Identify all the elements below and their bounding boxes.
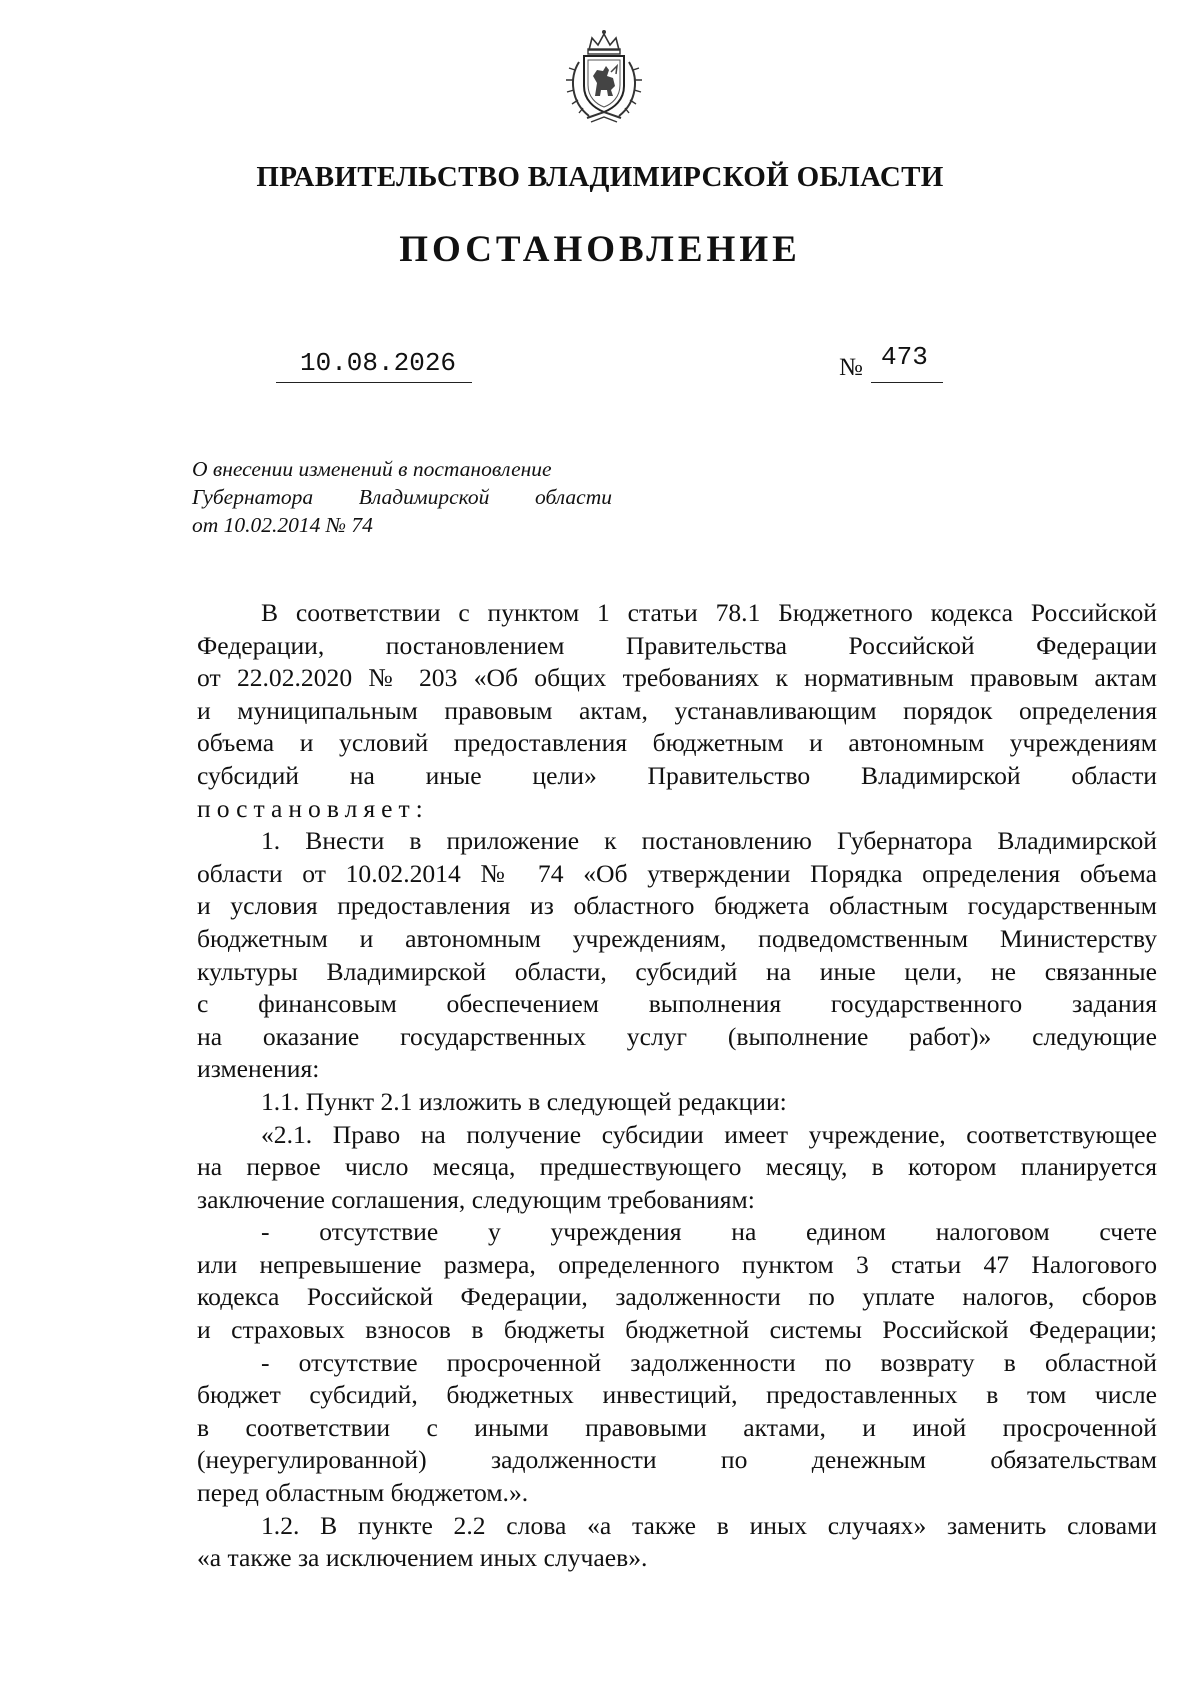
document-date: 10.08.2026 bbox=[300, 348, 457, 378]
body-line: и условия предоставления из областного бюджета областным государственным bbox=[197, 891, 1157, 921]
body-line: или непревышение размера, определенного пунктом 3 статьи 47 Налогового bbox=[197, 1249, 1157, 1279]
body-line: 1.2. В пункте 2.2 слова «а также в иных случаях» заменить словами bbox=[261, 1510, 1157, 1540]
body-line: «2.1. Право на получение субсидии имеет учреждение, соответствующее bbox=[261, 1119, 1157, 1149]
body-line: бюджетным и автономным учреждениям, подведомственным Министерству bbox=[197, 923, 1157, 953]
body-line: в соответствии с иными правовыми актами, и иной просроченной bbox=[197, 1412, 1157, 1442]
document-date-field bbox=[276, 346, 472, 383]
body-line: - отсутствие просроченной задолженности по возврату в областной bbox=[261, 1347, 1157, 1377]
body-line: субсидий на иные цели» Правительство Владимирской области bbox=[197, 760, 1157, 790]
body-line: на первое число месяца, предшествующего месяцу, в котором планируется bbox=[197, 1152, 1157, 1182]
body-line: объема и условий предоставления бюджетным и автономным учреждениям bbox=[197, 728, 1157, 758]
body-line: культуры Владимирской области, субсидий на иные цели, не связанные bbox=[197, 956, 1157, 986]
document-subject bbox=[192, 455, 612, 539]
subject-line: Губернатора Владимирской области bbox=[192, 485, 612, 509]
document-number-field bbox=[871, 342, 943, 383]
body-line-resolves: постановляет: bbox=[197, 793, 429, 823]
body-line: бюджет субсидий, бюджетных инвестиций, предоставленных в том числе bbox=[197, 1380, 1157, 1410]
coat-of-arms-icon bbox=[559, 28, 649, 126]
body-line: заключение соглашения, следующим требованиям: bbox=[197, 1184, 755, 1214]
body-line: и муниципальным правовым актам, устанавливающим порядок определения bbox=[197, 695, 1157, 725]
document-type-title: ПОСТАНОВЛЕНИЕ bbox=[399, 229, 801, 270]
body-line: перед областным бюджетом.». bbox=[197, 1478, 529, 1508]
body-line: - отсутствие у учреждения на едином налоговом счете bbox=[261, 1217, 1157, 1247]
subject-line: от 10.02.2014 № 74 bbox=[192, 513, 373, 537]
body-line: (неурегулированной) задолженности по денежным обязательствам bbox=[197, 1445, 1157, 1475]
document-body bbox=[197, 597, 1157, 1575]
body-line: от 22.02.2020 № 203 «Об общих требованиях к нормативным правовым актам bbox=[197, 663, 1157, 693]
issuing-authority: ПРАВИТЕЛЬСТВО ВЛАДИМИРСКОЙ ОБЛАСТИ bbox=[256, 161, 944, 193]
body-line: изменения: bbox=[197, 1054, 320, 1084]
body-line: Федерации, постановлением Правительства Российской Федерации bbox=[197, 630, 1157, 660]
subject-line: О внесении изменений в постановление bbox=[192, 457, 552, 481]
body-line: 1.1. Пункт 2.1 изложить в следующей редакции: bbox=[261, 1086, 787, 1116]
body-line: с финансовым обеспечением выполнения государственного задания bbox=[197, 989, 1157, 1019]
body-line: области от 10.02.2014 № 74 «Об утверждении Порядка определения объема bbox=[197, 858, 1157, 888]
body-line: «а также за исключением иных случаев». bbox=[197, 1543, 648, 1573]
body-line: В соответствии с пунктом 1 статьи 78.1 Бюджетного кодекса Российской bbox=[261, 598, 1157, 627]
body-line: кодекса Российской Федерации, задолженности по уплате налогов, сборов bbox=[197, 1282, 1157, 1312]
body-line: на оказание государственных услуг (выполнение работ)» следующие bbox=[197, 1021, 1157, 1051]
body-line: 1. Внести в приложение к постановлению Губернатора Владимирской bbox=[261, 826, 1157, 856]
document-number: 473 bbox=[881, 342, 928, 372]
number-sign: № bbox=[839, 354, 863, 381]
body-line: и страховых взносов в бюджеты бюджетной системы Российской Федерации; bbox=[197, 1315, 1157, 1345]
